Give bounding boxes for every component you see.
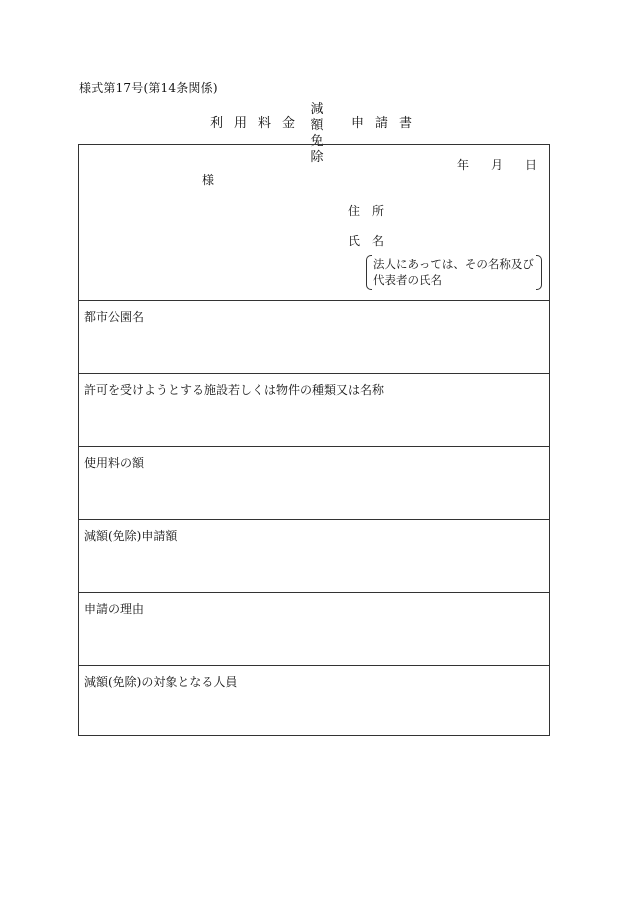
address-label: 住 所 xyxy=(348,204,385,218)
title-char: 請 xyxy=(375,116,389,131)
field-target-persons[interactable] xyxy=(79,666,549,739)
title-char: 書 xyxy=(399,116,413,131)
field-label: 都市公園名 xyxy=(84,310,145,324)
field-facility-type[interactable] xyxy=(79,374,549,447)
form-title xyxy=(0,102,630,165)
right-bracket xyxy=(536,255,542,290)
reduction-option: 減 額 xyxy=(310,102,337,133)
date-day-label: 日 xyxy=(524,158,537,172)
field-label: 許可を受けようとする施設若しくは物件の種類又は名称 xyxy=(84,383,385,397)
name-label: 氏 名 xyxy=(348,234,385,248)
date-month-label: 月 xyxy=(490,158,503,172)
title-char: 金 xyxy=(282,116,296,131)
field-label: 使用料の額 xyxy=(84,456,145,470)
corporation-note-text: 法人にあっては、その名称及び代表者の氏名 xyxy=(373,257,534,287)
field-label: 減額(免除)の対象となる人員 xyxy=(84,675,238,689)
field-reason[interactable] xyxy=(79,593,549,666)
title-char: 料 xyxy=(258,116,272,131)
field-usage-fee[interactable] xyxy=(79,447,549,520)
form-number: 様式第17号(第14条関係) xyxy=(79,81,218,95)
exemption-option: 免 除 xyxy=(310,134,337,165)
field-park-name[interactable] xyxy=(79,301,549,374)
date-year-label: 年 xyxy=(456,158,469,172)
addressee-suffix: 様 xyxy=(202,173,215,187)
application-form-table xyxy=(78,144,550,736)
applicant-section xyxy=(79,145,549,301)
field-label: 申請の理由 xyxy=(84,602,145,616)
title-char: 申 xyxy=(351,116,365,131)
title-char: 利 xyxy=(210,116,224,131)
title-char: 用 xyxy=(234,116,248,131)
field-reduction-amount[interactable] xyxy=(79,520,549,593)
field-label: 減額(免除)申請額 xyxy=(84,529,178,543)
corporation-note xyxy=(366,255,542,290)
left-bracket xyxy=(366,255,372,290)
